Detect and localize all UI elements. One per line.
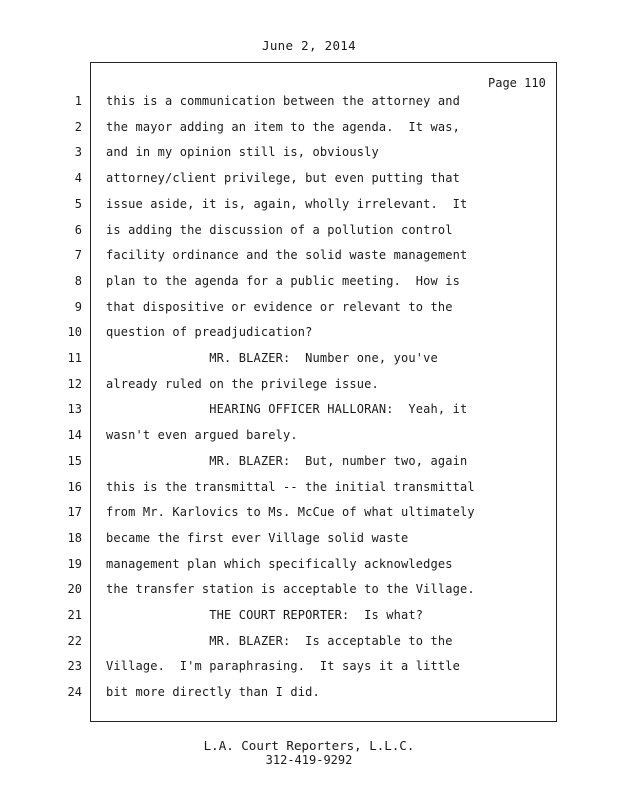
line-number: 15 (67, 453, 82, 468)
line-text: the mayor adding an item to the agenda. It was, (106, 119, 460, 134)
transcript-line (0, 274, 618, 294)
line-number: 2 (74, 119, 82, 134)
transcript-line (0, 120, 618, 140)
line-text: attorney/client privilege, but even putting that (106, 171, 460, 186)
line-number: 13 (67, 402, 82, 417)
transcript-line (0, 223, 618, 243)
line-number: 11 (67, 351, 82, 365)
line-number: 7 (74, 248, 82, 263)
line-number: 16 (67, 479, 82, 494)
line-text: wasn't even argued barely. (106, 428, 298, 443)
transcript-date: June 2, 2014 (262, 38, 356, 53)
line-text: THE COURT REPORTER: Is what? (106, 608, 424, 622)
line-text: is adding the discussion of a pollution control (106, 222, 453, 237)
line-text: bit more directly than I did. (106, 685, 320, 700)
line-number: 21 (67, 608, 82, 622)
line-number: 1 (74, 94, 82, 108)
line-number: 22 (67, 633, 82, 648)
line-text: that dispositive or evidence or relevant to the (106, 299, 453, 314)
line-text: management plan which specifically acknowledges (106, 556, 453, 571)
line-text: became the first ever Village solid waste (106, 530, 409, 545)
transcript-line (0, 454, 618, 474)
transcript-line (0, 428, 618, 448)
transcript-line (0, 634, 618, 654)
line-text: from Mr. Karlovics to Ms. McCue of what ultimately (106, 505, 475, 520)
transcript-line (0, 557, 618, 577)
line-text: MR. BLAZER: Number one, you've (106, 351, 438, 365)
transcript-line (0, 94, 618, 114)
transcript-line (0, 582, 618, 602)
line-text: issue aside, it is, again, wholly irrelevant. It (106, 196, 468, 211)
line-number: 23 (67, 659, 82, 674)
transcript-line (0, 402, 618, 422)
line-text: HEARING OFFICER HALLORAN: Yeah, it (106, 402, 468, 417)
line-number: 19 (67, 556, 82, 571)
line-number: 20 (67, 582, 82, 597)
transcript-line (0, 377, 618, 397)
transcript-line (0, 659, 618, 679)
transcript-line (0, 480, 618, 500)
line-text: question of preadjudication? (106, 325, 313, 340)
line-text: this is a communication between the attorney and (106, 94, 460, 108)
line-number: 3 (74, 145, 82, 160)
transcript-line (0, 505, 618, 525)
line-number: 18 (67, 530, 82, 545)
line-number: 12 (67, 376, 82, 391)
line-number: 8 (74, 273, 82, 288)
line-number: 6 (74, 222, 82, 237)
line-text: already ruled on the privilege issue. (106, 376, 379, 391)
transcript-line (0, 685, 618, 705)
line-text: MR. BLAZER: But, number two, again (106, 453, 468, 468)
line-number: 10 (67, 325, 82, 340)
transcript-line (0, 197, 618, 217)
transcript-line (0, 351, 618, 371)
line-text: Village. I'm paraphrasing. It says it a little (106, 659, 460, 674)
transcript-line (0, 145, 618, 165)
reporter-phone: 312-419-9292 (265, 753, 353, 767)
line-text: this is the transmittal -- the initial transmittal (106, 479, 475, 494)
line-number: 9 (74, 299, 82, 314)
reporter-company: L.A. Court Reporters, L.L.C. (203, 738, 415, 753)
line-number: 24 (67, 685, 82, 700)
line-text: plan to the agenda for a public meeting. How is (106, 273, 460, 288)
transcript-line (0, 325, 618, 345)
line-number: 17 (67, 505, 82, 520)
transcript-line (0, 248, 618, 268)
transcript-line (0, 608, 618, 628)
transcript-line (0, 171, 618, 191)
transcript-line (0, 300, 618, 320)
page-number: Page 110 (488, 76, 546, 90)
transcript-line (0, 531, 618, 551)
line-text: the transfer station is acceptable to the Village. (106, 582, 475, 597)
line-text: MR. BLAZER: Is acceptable to the (106, 633, 453, 648)
line-number: 5 (74, 196, 82, 211)
line-text: and in my opinion still is, obviously (106, 145, 379, 160)
line-number: 14 (67, 428, 82, 443)
line-number: 4 (74, 171, 82, 186)
line-text: facility ordinance and the solid waste management (106, 248, 468, 263)
